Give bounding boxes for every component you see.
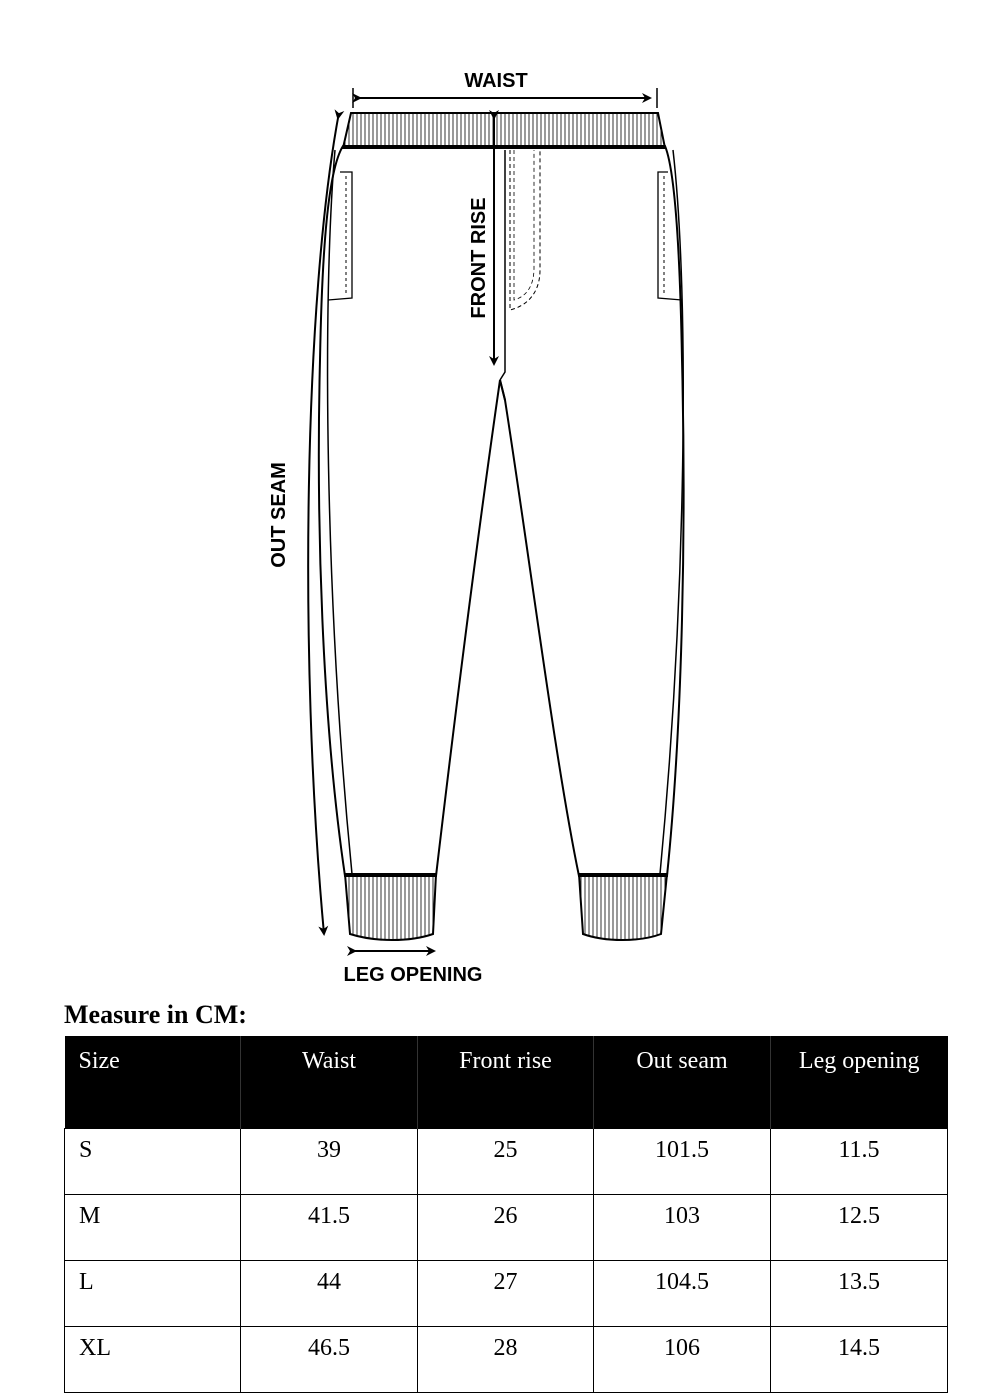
leg-opening-label: LEG OPENING	[343, 964, 483, 986]
cell-waist: 44	[241, 1261, 418, 1327]
header-out-seam: Out seam	[594, 1036, 771, 1129]
table-header-row	[65, 1036, 948, 1129]
header-front-rise: Front rise	[418, 1036, 594, 1129]
cell-front-rise: 25	[418, 1129, 594, 1195]
cell-waist: 39	[241, 1129, 418, 1195]
table-row	[65, 1195, 948, 1261]
cell-leg-opening: 12.5	[771, 1195, 948, 1261]
cell-size: L	[65, 1261, 241, 1327]
front-rise-label: FRONT RISE	[468, 197, 490, 319]
cell-out-seam: 103	[594, 1195, 771, 1261]
table-row	[65, 1261, 948, 1327]
header-leg-opening: Leg opening	[771, 1036, 948, 1129]
cell-front-rise: 26	[418, 1195, 594, 1261]
table-row	[65, 1129, 948, 1195]
pants-outline	[319, 146, 684, 876]
header-size: Size	[65, 1036, 241, 1129]
table-title: Measure in CM:	[64, 1000, 247, 1029]
cell-out-seam: 106	[594, 1327, 771, 1393]
header-waist: Waist	[241, 1036, 418, 1129]
cell-leg-opening: 13.5	[771, 1261, 948, 1327]
cell-leg-opening: 11.5	[771, 1129, 948, 1195]
cell-size: XL	[65, 1327, 241, 1393]
waistband	[343, 113, 665, 148]
cell-leg-opening: 14.5	[771, 1327, 948, 1393]
waist-label: WAIST	[464, 70, 528, 92]
cell-size: M	[65, 1195, 241, 1261]
cell-waist: 41.5	[241, 1195, 418, 1261]
size-chart-table	[64, 1036, 948, 1393]
cell-size: S	[65, 1129, 241, 1195]
cell-out-seam: 104.5	[594, 1261, 771, 1327]
table-row	[65, 1327, 948, 1393]
cell-waist: 46.5	[241, 1327, 418, 1393]
right-cuff	[579, 874, 667, 940]
cell-front-rise: 27	[418, 1261, 594, 1327]
cell-out-seam: 101.5	[594, 1129, 771, 1195]
cell-front-rise: 28	[418, 1327, 594, 1393]
out-seam-label: OUT SEAM	[268, 462, 290, 568]
left-cuff	[345, 874, 436, 940]
